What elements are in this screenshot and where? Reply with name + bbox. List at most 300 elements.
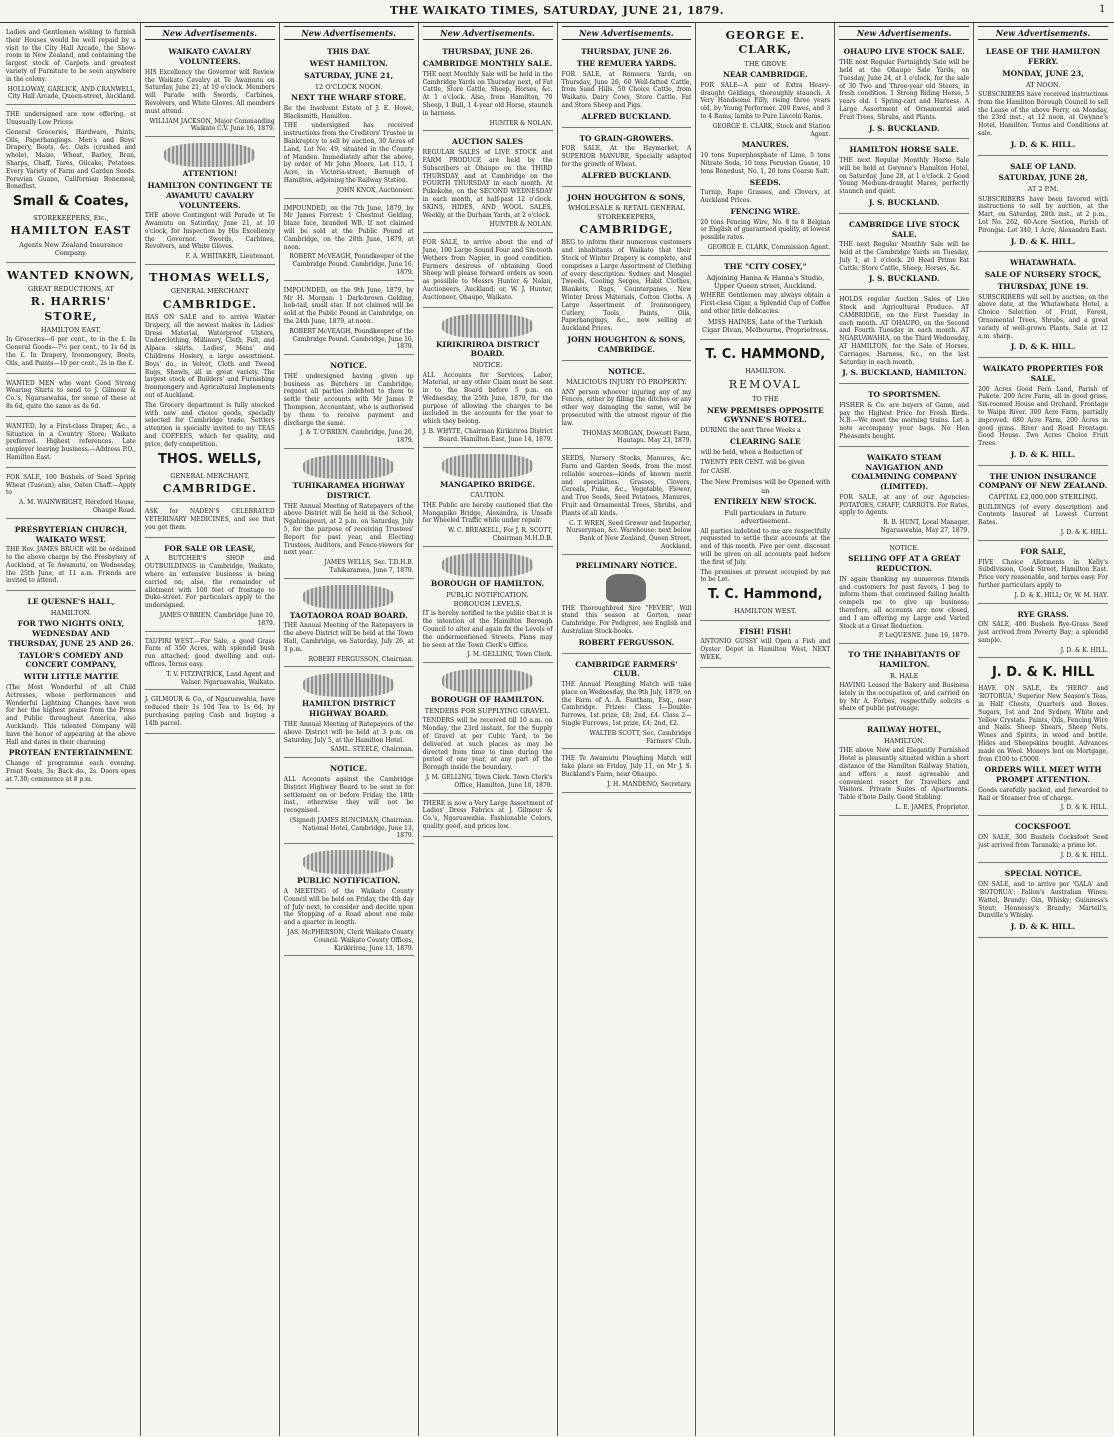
furniture-ad: [6, 25, 136, 105]
hamilton-highway-ad: [284, 669, 414, 758]
ferry-signature: J. D. & K. HILL.: [1010, 139, 1076, 149]
column-1: [2, 23, 140, 1436]
impound-signature-1: ROBERT McVEAGH, Poundkeeper of the Cambridge Pound. Cambridge, June 16, 1879.: [289, 253, 414, 276]
union-insurance-ad: [978, 468, 1108, 541]
yards-heading: THE REMUERA YARDS.: [576, 59, 677, 69]
clark-body: FOR SALE—A pair of Extra Heavy-draught Geldings, thoroughly staunch. A Very Handsome Filly, rising three years old, by Young Performer. 200 Ewes, and 3 to 4 Rams, lambs to Pure Lincoln Rams.: [700, 81, 831, 120]
tuhikaramea-heading: TUHIKARAMEA HIGHWAY DISTRICT.: [292, 481, 405, 500]
injury-body: ANY person whoever injuring any of my Fences, either by filling the ditches or any other way damaging the same, will be prosecuted with the utmost rigour of the law.: [561, 388, 692, 427]
wanted-draper-ad: [6, 419, 136, 468]
city-cosey-ad: [700, 258, 830, 340]
railway-body: THE above New and Elegantly Furnished Hotel is pleasantly situated within a short distance of the Hamilton Railway Station, and offers a most agreeable and convenient resort for Travellers and Visitors. Private Suites of Apartments. Table d'hote Daily. Good Stabling.: [839, 747, 970, 802]
hill-body: HAVE ON SALE, Ex 'HERO' and 'ROTORUA,' Superior New Season's Teas, in Half Chests, Quarters and Boxes. Sugars, 1st and 2nd Sydney, White and Yellow Crystals. Paints, Oils, Fencing Wire and Nails. Sheep Shears, Sheep Nets. Wines and Spirits, in wood and bottle. Hides and Sheepskins bought. Advances made on Wool. Moneys lent on Mortgage, from £100 to £5000.: [978, 685, 1108, 763]
hammond-place: HAMILTON.: [745, 366, 786, 375]
rye-grass-ad: [978, 606, 1108, 659]
harris-place: HAMILTON EAST.: [40, 325, 101, 334]
fish-body: ANTONIO GUSSY will Open a Fish and Oyster Depot in Hamilton West, NEXT WEEK.: [700, 638, 831, 661]
injury-notice: NOTICE.: [608, 366, 645, 376]
new-stock: ENTIRELY NEW STOCK.: [714, 497, 817, 507]
ohaupo-signature: J. S. BUCKLAND.: [868, 123, 940, 133]
properties-ad: [978, 360, 1108, 466]
ferry-body: SUBSCRIBERS have received instructions from the Hamilton Borough Council to sell the Lease of the above Ferry, on Monday, the 23rd inst., at 12 noon, at Gwynne's Hotel, Hamilton. Terms and Conditions at sale.: [978, 91, 1108, 138]
rye-heading: RYE GRASS.: [1017, 609, 1069, 619]
column-heading: New Advertisements.: [839, 26, 969, 40]
union-body: BUILDINGS (of every description) and Contents Insured at Lowest Current Rates.: [978, 503, 1108, 527]
taotaoroa-heading: TAOTAOROA ROAD BOARD.: [289, 610, 408, 620]
county-council-ad: [284, 846, 414, 956]
butcher-lease-ad: [145, 540, 275, 632]
notice-body: THE undersigned having given up business as Butchers in Cambridge, request all parties indebted to them to settle their accounts with Mr James P. Thompson, Accountant, who is authorised by them to receive payment and discharge the same.: [283, 372, 414, 427]
mangapiko-ad: [423, 450, 553, 547]
cambridge-sale-signature: J. S. BUCKLAND.: [868, 274, 940, 284]
offer-text: THE undersigned are now offering, at Unusually Low Prices:: [6, 111, 136, 126]
cambridge-stock-sale-ad: [839, 216, 969, 290]
crest-engraving: [303, 673, 394, 697]
wethers-body: FOR SALE, to arrive about the end of June, 100 Large Sound Four and Six-tooth Wethers from Napier, in good condition. Farmers desirous of obtaining Good Sheep will please forward orders as soon as possible to Messrs Hunter & Nolan, Auctioneers, Auckland; or, W. J. Hunter, Auctioneer, Ohaupo, Waikato.: [422, 239, 553, 301]
whatawhata-date: THURSDAY, JUNE 19.: [997, 281, 1089, 291]
steam-body: FOR SALE, at any of our Agencies: POTATOES, CHAFF, CARROTS. For Rates, apply to Agents.: [839, 493, 970, 517]
malicious-injury-ad: [562, 363, 692, 450]
naden-body: ASK for NADEN'S CELEBRATED VETERINARY MEDICINES, and see that you get them.: [144, 508, 275, 531]
column-6: [695, 23, 834, 1436]
whatawhata-heading: WHATAWHATA.: [1010, 258, 1077, 268]
cavalry-body: HIS Excellency the Governor will Review the Waikato Cavalry at Te Awamutu on Saturday, June 21, at 10 o'clock. Members will Parade with Swords, Carbines, Revolvers, and White Gloves. All members must attend.: [144, 68, 275, 115]
borough-gravel-ad: [423, 665, 553, 793]
hill-teas-ad: [978, 660, 1108, 816]
cocksfoot-signature: J. D. & K. HILL.: [1060, 851, 1108, 859]
cosey-sub: Adjoining Hanna & Hanna's Studio, Upper Queen street, Auckland.: [706, 273, 825, 290]
taupiri-ad: [145, 634, 275, 691]
tuhikaramea-signature: JAMES WELLS, Sec. T.D.H.B. Tuhikaramea, June 7, 1879.: [324, 559, 414, 574]
wethers-ad: [423, 235, 553, 307]
hamilton-highway-signature: SAML. STEELE, Chairman.: [330, 746, 414, 754]
column-2: [140, 23, 279, 1436]
knox-auction-ad: [284, 43, 414, 198]
hale-bakery-ad: [839, 646, 969, 719]
sale-date: THURSDAY, JUNE 26.: [442, 47, 533, 57]
wanted-men-ad: [6, 376, 136, 417]
wells-sub: GENERAL MERCHANT: [170, 287, 249, 296]
railway-signature: L. E. JAMES, Proprietor.: [895, 804, 970, 812]
buckland-ad: [839, 292, 969, 384]
crest-engraving: [303, 585, 394, 609]
borough2-heading: BOROUGH OF HAMILTON.: [430, 695, 545, 705]
manures-body: 10 tons Superphosphate of Lime, 5 tons Nitrate Soda, 10 tons Peruvian Guano, 10 tons Bonedust, No. 1, 20 tons Coarse Salt.: [700, 152, 831, 175]
properties-heading: WAIKATO PROPERTIES FOR SALE.: [982, 364, 1104, 383]
hammond2-heading: T. C. Hammond,: [708, 587, 823, 603]
ohaupo-heading: OHAUPO LIVE STOCK SALE.: [843, 47, 965, 57]
attention-heading: ATTENTION!: [182, 169, 238, 179]
mangapiko-heading: MANGAPIKO BRIDGE.: [439, 479, 536, 489]
ploughing-match-ad: [562, 751, 692, 792]
taotaoroa-body: THE Annual Meeting of the Ratepayers in the above District will be held at the Town Hall, Cambridge, on Saturday, July 26, at 3 p.m.: [283, 622, 414, 653]
special-signature: J. D. & K. HILL.: [1010, 922, 1076, 932]
seed-wheat-body: FOR SALE, 100 Bushels of Seed Spring Wheat (Tuscan); also, Oaten Chaff.—Apply to: [6, 473, 136, 497]
full-particulars: Full particulars in future advertisement.: [724, 508, 807, 526]
selling-heading: SELLING OFF AT A GREAT REDUCTION.: [848, 554, 961, 574]
auction-store: NEXT THE WHARF STORE.: [291, 93, 407, 103]
tuhikaramea-body: THE Annual Meeting of Ratepayers of the above District will be held in the School, Ngahinapouri, at 2 p.m. on Saturday, July 5, for the purpose of receiving Trustees' Report for past year, and Electing Trustees, Auditors, and Fence-viewers for next year.: [283, 502, 414, 557]
special-heading: SPECIAL NOTICE.: [1004, 869, 1082, 879]
cocksfoot-heading: COCKSFOOT.: [1015, 822, 1072, 832]
rye-signature: J. D. & K. HILL.: [1060, 646, 1108, 654]
remuera-yards-ad: [562, 43, 692, 127]
cocksfoot-ad: [978, 818, 1108, 863]
sportsmen-body: FISHER & Co. are buyers of Game, and pay the Highest Price for Fresh Birds. N.B.—We meet the morning trains. Let a note accompany your bags. No Hen Pheasants bought.: [839, 401, 970, 441]
borough-levels-ad: [423, 549, 553, 663]
selling-notice: NOTICE.: [889, 543, 920, 552]
impound-body-2: IMPOUNDED, on the 9th June, 1879, by Mr H. Morgan: 1 Dark-brown Gelding, hob-tail, small star. If not claimed will be sold at the Public Pound at Cambridge, on the 24th June, 1879, at noon.: [283, 286, 414, 325]
clark-place: NEAR CAMBRIDGE.: [722, 70, 808, 80]
horse-sale-signature: J. S. BUCKLAND.: [868, 198, 940, 207]
furniture-ad-signature: HOLLOWAY, GARLICK, AND CRANWELL, City Hall Arcade, Queen-street, Auckland.: [7, 85, 136, 101]
cocksfoot-body: ON SALE, 300 Bushels Cocksfoot Seed just arrived from Taranaki; a prime lot.: [978, 833, 1108, 849]
crest-engraving: [442, 454, 533, 478]
houghton-place: CAMBRIDGE,: [579, 223, 674, 237]
borough-sub: PUBLIC NOTIFICATION.: [446, 590, 529, 599]
kirikiriroa-signature: J. B. WHYTE, Chairman Kirikiriroa District Board. Hamilton East, June 14, 1879.: [422, 428, 553, 443]
hamilton-highway-body: THE Annual Meeting of Ratepayers of the above District will be held at 3 p.m. on Saturday, July 5, at the Hamilton Hotel.: [283, 720, 414, 744]
sale-signature: HUNTER & NOLAN.: [489, 119, 553, 127]
land-sale-ad: [978, 158, 1108, 253]
whatawhata-sub: SALE OF NURSERY STOCK,: [984, 270, 1102, 280]
contingent-signature: F. A. WHITAKER, Lieutenant.: [185, 253, 275, 261]
orders-heading: ORDERS WILL MEET WITH PROMPT ATTENTION.: [984, 765, 1102, 785]
removal-to: TO THE: [752, 395, 779, 404]
manures-heading: MANURES.: [741, 140, 789, 150]
taotaoroa-ad: [284, 581, 414, 668]
auction-body: REGULAR SALES of LIVE STOCK and FARM PRODUCE are held by the Subscribers at Ohaupo on the THIRD THURSDAY, and at Cambridge on the FOURTH THURSDAY in each month. At Pukekohe, on the SECOND WEDNESDAY in each month, at half-past 12 o'clock. SKINS, HIDES, AND WOOL SALES, Weekly, at the Durham Yards, at 2 o'clock.: [422, 149, 553, 219]
hale-name: R. HALE: [889, 671, 919, 680]
auction-place: WEST HAMILTON.: [309, 59, 388, 69]
properties-body: 200 Acres Good Fern Land, Parish of Pukete. 200 Acre Farm, all in good grass, Six-roomed House and Orchard. Frontage to Waipa River. 300 Acre Farm, partially improved. 680 Acre Farm, 200 Acres in good grass. River and Road Frontage. Good House. Two Acres Choice Fruit Trees.: [978, 385, 1108, 448]
whatawhata-signature: J. D. & K. HILL.: [1010, 342, 1076, 352]
wanted-men-body: WANTED MEN who want Good Strong Wearing Shirts to send to J. Gilmour & Co.'s, Ngaruawahia, for some of these at 8s 6d, quite the same as 4s 6d.: [6, 379, 136, 410]
newspaper-title: THE WAIKATO TIMES, SATURDAY, JUNE 21, 1879.: [389, 4, 725, 17]
union-heading: THE UNION INSURANCE COMPANY OF NEW ZEALAND.: [978, 471, 1108, 491]
auction-sales-ad: [423, 133, 553, 233]
houghton-ad: [562, 189, 692, 361]
sportsmen-ad: [839, 386, 969, 447]
column-3: [279, 23, 418, 1436]
seeds-ad: [562, 451, 692, 555]
yards-date: THURSDAY, JUNE 26.: [581, 47, 672, 57]
sportsmen-heading: TO SPORTSMEN.: [867, 390, 941, 400]
preliminary-notice: PRELIMINARY NOTICE.: [575, 560, 678, 570]
cambridge-sale-body: THE next Regular Monthly Sale will be held at the Cambridge Yards on Tuesday, July 1, at 1 o'clock. 20 Head Prime Fat Cattle. Store Cattle, Sheep, Horses, &c.: [839, 241, 970, 272]
land-signature: J. D. & K. HILL.: [1010, 236, 1076, 246]
small-coates-ad: [6, 107, 136, 262]
impound-ad-1: [284, 201, 414, 281]
houghton-heading: JOHN HOUGHTON & SONS,: [567, 192, 686, 202]
contingent-body: THE above Contingent will Parade at Te Awamutu on Saturday, June 21, at 10 o'clock, for Inspection by His Excellency the Governor. Swords, Carbines, Revolvers, and White Gloves.: [144, 212, 275, 251]
clark-ad: [700, 25, 830, 256]
kirikiriroa-heading: KIRIKIRIROA DISTRICT BOARD.: [436, 339, 540, 359]
tuhikaramea-ad: [284, 451, 414, 579]
page-number: 1: [1099, 4, 1106, 15]
wells-place: CAMBRIDGE.: [162, 297, 257, 311]
firm-place: HAMILTON EAST: [10, 224, 132, 238]
seeds-body: SEEDS, Nursery Stocks, Manures, &c. Farm and Garden Seeds, from the most reliable sources—kinds of known merit and specialities. Grasses, Clovers, Cereals, Pulse, &c., Vegetable, Flower, and Tree Seeds, Seed Potatoes, Manures, Fruit and Ornamental Trees, Shrubs, and Plants of all kinds.: [561, 455, 692, 517]
club-signature: WALTER SCOTT, Sec. Cambridge Farmers' Club.: [589, 729, 692, 745]
auction-signature: HUNTER & NOLAN.: [489, 221, 553, 229]
hall-company: TAYLOR'S COMEDY AND CONCERT COMPANY,: [18, 650, 124, 670]
auction-time: 12 O'CLOCK NOON.: [314, 82, 383, 91]
whatawhata-body: SUBSCRIBERS will sell by auction, on the above date, at the Whatawhata Hotel, a Choice Selection of Fruit, Forest, Ornamental Trees, Shrubs, and a great variety of well-grown Plants. Sale at 12 a.m. sharp.: [978, 293, 1108, 340]
cosey-signature: MISS HAINES, Late of the Turkish Cigar Divan, Melbourne, Proprietress.: [702, 317, 829, 335]
clark-signature: GEORGE E. CLARK, Stock and Station Agent.: [712, 122, 831, 138]
ohaupo-body: THE next Regular Fortnightly Sale will be held at the Ohaupo Sale Yards, on Tuesday, June 24, at 1 o'clock, for the sale of 30 Two and Three-year old Steers, in fresh condition. 1 Strong Riding Horse, 5 years old. 1 Spring-cart and Harness. A Large Assortment of Ornamental and Fruit Trees, Shrubs, and Plants.: [839, 59, 970, 121]
cambridge-monthly-sale-ad: [423, 43, 553, 131]
steam-heading: WAIKATO STEAM NAVIGATION AND COALMINING COMPANY (LIMITED).: [851, 452, 957, 492]
hall-prices: Change of programme each evening. Front Seats, 3s; Back do., 2s. Doors open at 7.30; commence at 8 p.m.: [6, 760, 136, 783]
land-date: SATURDAY, JUNE 28,: [998, 173, 1088, 183]
seed-wheat-ad: [6, 470, 136, 519]
church-ad: [6, 521, 136, 591]
allotments-ad: [978, 543, 1108, 604]
column-heading: New Advertisements.: [562, 26, 692, 40]
fever-body: THE Thoroughbred Sire "FEVER", Will stand this season at Gorton, near Cambridge. For Pedigree, see English and Australian Stock-books.: [561, 604, 692, 635]
borough-heading: BOROUGH OF HAMILTON.: [430, 578, 545, 588]
sale-heading: CAMBRIDGE MONTHLY SALE.: [422, 59, 553, 69]
column-heading: New Advertisements.: [284, 26, 414, 40]
horse-engraving: [606, 574, 646, 602]
borough2-body: TENDERS will be received till 10 a.m. on Monday, the 23rd instant, for the Supply of Gravel at per Cubic Yard, to be delivered at such places as may be directed from time to time during the period of one year, at any part of the Borough inside the boundary.: [422, 717, 553, 772]
notice-heading: NOTICE.: [330, 361, 368, 371]
club-heading: CAMBRIDGE FARMERS' CLUB.: [575, 659, 678, 679]
gilmour-fabrics-ad: [423, 796, 553, 837]
gilmour-tea-ad: [145, 692, 275, 733]
borough-signature: J. M. GELLING, Town Clerk.: [467, 651, 553, 659]
thomas-wells-ad: [145, 267, 275, 502]
allotments-signature: J. D. & K. HILL; Or, W. M. HAY.: [1014, 591, 1108, 599]
wells-heading: THOMAS WELLS,: [149, 271, 271, 285]
this-day: THIS DAY.: [327, 47, 371, 57]
during-text: DURING the next Three Weeks a: [700, 427, 801, 435]
railway-heading: RAILWAY HOTEL,: [866, 725, 942, 735]
yards-signature: ALFRED BUCKLAND.: [581, 111, 672, 121]
land-heading: SALE OF LAND.: [1010, 161, 1077, 171]
page-columns: [0, 23, 1114, 1436]
clark-heading: GEORGE E. CLARK,: [725, 29, 805, 57]
firm-name: Small & Coates,: [12, 194, 129, 210]
properties-signature: J. D. & K. HILL.: [1010, 449, 1076, 459]
houghton-signature: JOHN HOUGHTON & SONS, CAMBRIDGE.: [567, 335, 686, 354]
special-notice-ad: [978, 865, 1108, 937]
borough-sub2: BOROUGH LEVELS.: [453, 600, 522, 609]
obrien-notice-ad: [284, 357, 414, 449]
hammond-ad: [700, 342, 830, 621]
ploughing-signature: J. H. MANDENO, Secretary.: [607, 780, 692, 788]
land-body: SUBSCRIBERS have been favored with instructions to sell by auction, at the Mart, on Saturday, 28th inst., at 2 p.m., Lot No. 262, 60-Acre Section, Parish of Pirongia. Lot 340, 1 Acre, Alexandra East.: [978, 195, 1108, 234]
harris-store-name: R. HARRIS' STORE,: [30, 295, 112, 323]
cosey-body: WHERE Gentlemen may always obtain a First-class Cigar, a Splendid Cup of Coffee and other little delicacies.: [700, 292, 831, 315]
land-time: AT 2 P.M.: [1027, 185, 1059, 194]
estate-title: Re the Insolvent Estate of J. E. Howe, Blacksmith, Hamilton.: [283, 104, 414, 120]
kirikiriroa-notice: NOTICE.: [472, 361, 503, 370]
estate-signature: JOHN KNOX, Auctioneer.: [336, 186, 414, 194]
clearing-body: will be held, when a Reduction of: [700, 448, 802, 456]
ferry-heading: LEASE OF THE HAMILTON FERRY.: [985, 47, 1101, 67]
hill-big-heading: J. D. & K. HILL: [991, 665, 1095, 681]
kirikiriroa-body: ALL Accounts for Services, Labor, Material, or any other Claim must be sent in to the Board before 5 p.m. on Wednesday, the 25th June, 1879, for the purpose of allowing the charges to be included in the accounts for the year to which they belong.: [422, 371, 553, 426]
crest-engraving: [442, 553, 533, 577]
column-5: [557, 23, 696, 1436]
harris-store-ad: [6, 265, 136, 374]
orders-signature: J. D. & K. HILL.: [1060, 804, 1108, 812]
mangapiko-body: THE Public are hereby cautioned that the Mangapiko Bridge, Alexandra, is Unsafe for Wheeled Traffic while under repair.: [422, 501, 553, 525]
notice2-body: ALL Accounts against the Cambridge District Highway Board to be sent in for settlement on or before Friday, the 18th inst., otherwise they will not be recognised.: [283, 775, 414, 815]
impound-body-1: IMPOUNDED, on the 7th June, 1879, by Mr James Forrest: 1 Chestnut Gelding, blaze face, branded WB. If not claimed will be sold at the Public Pound at Cambridge, on the 28th June, 1879, at noon.: [283, 204, 414, 251]
opened-text: The New Premises will be Opened with an: [700, 478, 831, 495]
fish-heading: FISH! FISH!: [739, 626, 792, 636]
impound-signature-2: ROBERT McVEAGH, Poundkeeper of the Cambridge Pound. Cambridge, June 16, 1879.: [289, 327, 414, 351]
removal-heading: REMOVAL: [728, 378, 802, 391]
harris-body: In Groceries—6 per cent., to in the £. In General Goods—7½ per cent., to 1s 6d in the £. In Drapery, Ironmongery, Boots, Oils, and Paints—10 per cent., 2s in the £.: [6, 336, 136, 367]
hamilton-highway-heading: HAMILTON DISTRICT HIGHWAY BOARD.: [302, 699, 396, 719]
contingent-ad: [145, 139, 275, 265]
hall-heading: LE QUESNE'S HALL,: [27, 597, 115, 607]
mangapiko-signature: W. C. BREAKELL, For J. R. SCOTT, Chairman M.H.D.B.: [448, 527, 553, 543]
firm-sub: STOREKEEPERS, Etc.,: [33, 214, 109, 223]
inhabitants-heading: TO THE INHABITANTS OF HAMILTON.: [848, 650, 961, 669]
gilmour-tea-body: J. GILMOUR & Co., of Ngaruawahia, have reduced their 1s 10d Tea to 1s 6d, by purchasing paying Cash and buying a 14lb parcel.: [144, 696, 275, 727]
wire-body: 20 tons Fencing Wire, No. 8 to 8 Belgian or English of guaranteed quality, at lowest possible rates.: [700, 218, 831, 242]
hall-place: HAMILTON.: [50, 608, 92, 617]
borough-body: IT is hereby notified to the public that it is the intention of the Hamilton Borough Council to alter and again fix the Levels of the undermentioned Streets. Plans may be seen at the Town Clerk's Office.: [422, 610, 553, 649]
naden-ad: [145, 504, 275, 537]
wire-heading: FENCING WIRE.: [730, 206, 801, 216]
whatawhata-ad: [978, 254, 1108, 358]
steam-signature: R. B. HUNT, Local Manager. Ngaruawahia, May 27, 1879.: [880, 519, 970, 535]
rye-body: ON SALE, 400 Bushels Rye-Grass Seed just arrived from Poverty Bay; a splendid sample.: [978, 621, 1108, 644]
railway-place: HAMILTON.: [884, 737, 925, 746]
injury-heading: MALICIOUS INJURY TO PROPERTY.: [566, 378, 687, 387]
cambridge-highway-ad: [284, 760, 414, 844]
hall-ad: [6, 593, 136, 789]
public-notification-heading: PUBLIC NOTIFICATION.: [297, 876, 401, 886]
horse-sale-body: THE next Regular Monthly Horse Sale will be held at Gwynne's Hamilton Hotel, on Saturday, June 28, at 1 o'clock. 2 Good Young Medium-draught Mares, perfectly staunch and quiet.: [839, 157, 970, 196]
grain-heading: TO GRAIN-GROWERS.: [579, 133, 674, 143]
wells-body: HAS ON SALE and to arrive Winter Drapery, all the newest makes in Ladies' Dress Material, Waterproof Ulsters, Underclothing, Millinery, Cloth, Felt, and Alpaca skirts. Ladies', Mens' and Childrens Hosiery, a large assortment. Boys' do., in Velvet, Cloth and Tweed Rugs, Shawls, all in great variety. The largest stock of Builders' and Furnishing Ironmongery and Agricultural Implements out of Auckland.: [144, 314, 275, 400]
clark-sub: THE GROVE: [744, 59, 787, 68]
sale-body: THE next Monthly Sale will be held in the Cambridge Yards on Thursday next, of Fat Cattle, Store Cattle, Sheep, Horses, &c. At 1 o'clock. Also, from Hamilton, 70 Sheep, 1 Bull, 1 4-year old Horse, staunch in harness.: [422, 70, 553, 117]
clearing-sale: CLEARING SALE: [730, 437, 801, 447]
seeds-body: Turnip, Rape Grasses, and Clovers, at Auckland Prices.: [700, 189, 831, 205]
public-notification-body: A MEETING of the Waikato County Council will be held on Friday, the 4th day of July next, to consider and decide upon the Stopping of a Road about one mile and a quarter in length.: [283, 888, 414, 927]
column-heading: New Advertisements.: [978, 26, 1108, 40]
notice2-heading: NOTICE.: [330, 764, 368, 774]
club-body: THE Annual Ploughing Match will take place on Wednesday, the 9th July, 1879, on the Farm of A. A. Fantham, Esq., near Cambridge. Prizes: Class I—Double-furrows, 1st prize, £8; 2nd, £4. Class 2—Single Furrows, 1st prize, £4; 2nd, £2.: [561, 681, 692, 727]
buckland-body: HOLDS regular Auction Sales of Live Stock and Agricultural Produce. AT CAMBRIDGE, on the First Tuesday in each month. AT OHAUPO, on the Second and Fourth Tuesday in each month. AT NGARUAWAHIA, on the Third Wednesday. AT HAMILTON, for the Sale of Horses, Carriages, Harness, &c., on the last Saturday in each month.: [839, 296, 970, 366]
hall-with: WITH LITTLE MATTIE: [23, 672, 119, 682]
buckland-signature: J. S. BUCKLAND, HAMILTON.: [842, 368, 967, 378]
column-8: [973, 23, 1112, 1436]
wells-grocery: The Grocery department is fully stocked with new and choice goods, specially selected for Cambridge trade. Settlers attention is specially invited to my TEAS and COFFEES, which for quality, and price, defy competition.: [144, 401, 275, 448]
borough2-signature: J. M. GELLING, Town Clerk. Town Clerk's Office, Hamilton, June 10, 1879.: [425, 774, 553, 789]
lease-heading: FOR SALE OR LEASE,: [164, 543, 256, 553]
lease-body: A BUTCHER'S SHOP and OUTBUILDINGS in Cambridge, Waikato, where an extensive business is being carried on; also, the remainder of allotment with 100 feet of frontage to Duke-street. For particulars apply to the undersigned.: [144, 555, 275, 610]
yards-body: FOR SALE, at Remuera Yards, on Thursday, June 26, 60 Well-fatted Cattle, from Sand Hills. 50 Choice Cattle, from Waikato. Dairy Cows, Store Cattle. Fat and Store Sheep and Pigs.: [561, 70, 692, 110]
indebted-text: All parties indebted to me are respectfully requested to settle their accounts at the end of this month. Five per cent. discount will be given on all accounts paid before the first of July.: [700, 527, 831, 566]
column-heading: New Advertisements.: [145, 26, 275, 40]
church-heading: PRESBYTERIAN CHURCH, WAIKATO WEST.: [14, 524, 128, 544]
injury-signature: THOMAS MORGAN, Dowcott Farm, Hautapu. May 23, 1879.: [582, 429, 692, 445]
allotments-body: FIVE Choice Allotments in Kelly's Subdivision, Cook Street, Hamilton East. Price very reasonable, and terms easy. For further particulars apply to: [978, 558, 1108, 589]
masthead: [0, 0, 1114, 23]
farmers-club-ad: [562, 656, 692, 750]
houghton-body: BEG to inform their numerous customers and inhabitants of Waikato that their Stock of Winter Drapery is complete, and comprises a Large Assortment of Clothing of every description: Sydney and Mosgiel Tweeds, Cooling Serges, Habit Clothes, Blankets, Rugs, Counterpanes, New Winter Dress Materials, Cotton Cloths. A Large Assortment of Ironmongery, Cutlery, Tools, Paints, Oils, Paperhangings, &c., now selling at Auckland Prices.: [561, 239, 692, 333]
column-4: [418, 23, 557, 1436]
union-signature: J. D. & K. HILL.: [1060, 529, 1108, 537]
cambridge-sale-heading: CAMBRIDGE LIVE STOCK SALE.: [849, 219, 960, 239]
crest-engraving: [442, 669, 533, 693]
premises-text: The premises at present occupied by me to be Let.: [700, 568, 831, 584]
wells2-place: CAMBRIDGE.: [162, 481, 257, 495]
selling-off-ad: [839, 541, 969, 644]
steam-navigation-ad: [839, 449, 969, 539]
houghton-sub: WHOLESALE & RETAIL GENERAL STOREKEEPERS,: [568, 204, 685, 221]
fever-ad: [562, 557, 692, 654]
cavalry-signature: WILLIAM JACKSON, Major Commanding Waikato C.V. June 16, 1879.: [149, 117, 275, 133]
orders-body: Goods carefully packed, and forwarded to Rail or Steamer free of charge.: [978, 786, 1108, 802]
ohaupo-sale-ad: [839, 43, 969, 139]
kirikiriroa-ad: [423, 310, 553, 448]
column-7: [834, 23, 973, 1436]
crest-engraving: [442, 314, 533, 338]
taupiri-body: TAUPIRI WEST.—For Sale, a good Grass Farm of 350 Acres, with splendid bush run attached; good dwelling and out-offices. Terms easy.: [144, 637, 275, 668]
for-cash: for CASH.: [700, 468, 732, 476]
church-body: THE Rev. JAMES BRUCE will be ordained to the above charge by the Presbytery of Auckland, at Te Awamutu, on Wednesday, the 25th June, at 11 a.m. Friends are invited to attend.: [6, 546, 136, 585]
railway-hotel-ad: [839, 721, 969, 816]
grain-growers-ad: [562, 130, 692, 187]
selling-body: IN again thanking my numerous friends and customers for past favors, I beg to inform them that continued failing health compels me to give up business; therefore, all accounts are now closed, and I am offering my Large and Varied Stock at a Great Reduction.: [839, 575, 970, 630]
fever-signature: ROBERT FERGUSSON.: [578, 637, 675, 647]
cavalry-ad: [145, 43, 275, 137]
ferry-time: AT NOON.: [1025, 80, 1061, 89]
furniture-ad-body: Ladies and Gentlemen wishing to furnish their Houses would be well repaid by a visit to the City Hall Arcade, the Show-room in New Zealand, and containing the largest stock of Carpets and greatest variety of Furniture to be seen anywhere in the colony.: [6, 29, 136, 83]
hall-nights: FOR TWO NIGHTS ONLY, WEDNESDAY AND THURSDAY, JUNE 25 AND 26.: [8, 619, 134, 648]
seeds-heading: SEEDS.: [749, 177, 781, 187]
notice-signature: J. & T. O'BRIEN. Cambridge, June 20, 1879.: [300, 429, 414, 445]
horse-sale-heading: HAMILTON HORSE SALE.: [849, 145, 959, 155]
cosey-heading: THE "CITY COSEY,": [724, 261, 807, 271]
seed-wheat-signature: A. M. WAINWRIGHT, Hereford House, Ohaupo Road.: [19, 499, 136, 514]
impound-ad-2: [284, 283, 414, 355]
removal-premises: NEW PREMISES OPPOSITE GWYNNE'S HOTEL.: [706, 405, 824, 425]
auction-heading: AUCTION SALES: [452, 137, 524, 147]
wells2-heading: THOS. WELLS,: [157, 451, 262, 467]
hamilton-horse-sale-ad: [839, 141, 969, 213]
grain-signature: ALFRED BUCKLAND.: [581, 170, 672, 180]
grain-body: FOR SALE, At the Haymarket, A SUPERIOR MANURE, Specially adapted for the growth of Wheat.: [561, 145, 692, 168]
wanted-sub: GREAT REDUCTIONS, AT: [28, 284, 114, 293]
special-body: ON SALE, and to arrive per 'GALA' and 'ROTORUA': Fallon's Australian Wines; Wattel, Brandy; Gin, Whisky; Guinness's Stout; Hennessy's Brandy; Martell's, Dunville's Whisky.: [978, 881, 1108, 920]
taupiri-signature: T. V. FITZPATRICK, Land Agent and Valuer. Ngaruawahia, Waikato.: [166, 670, 275, 686]
wells2-sub: GENERAL MERCHANT,: [170, 471, 250, 480]
notice2-signature: (Signed) JAMES RUNCIMAN, Chairman. National Hotel, Cambridge, June 13, 1879.: [289, 816, 414, 840]
hale-body: HAVING Leased the Bakery and Business lately in the occupation of, and carried on by Mr A. Forbes, respectfully solicits a share of public patronage.: [839, 682, 970, 713]
ferry-lease-ad: [978, 43, 1108, 155]
public-notification-signature: JAS. McPHERSON, Clerk Waikato County Council. Waikato County Offices, Kirikiriroa, June 13, 1879.: [287, 929, 414, 952]
estate-body: THE undersigned has received instructions from the Creditors' Trustee in Bankruptcy to sell by auction, 30 Acres of Land, Lot No. 49, situated in the County of Manden. Immediately after the above, by order of Mr John Moore, Lot 115, 1 Acre, in Victoria-street, Borough of Hamilton, adjoining the Railway Station.: [283, 122, 414, 184]
union-capital: CAPITAL £2,000,000 STERLING.: [988, 493, 1098, 502]
hammond-heading: T. C. HAMMOND,: [705, 346, 826, 362]
selling-signature: P. LeQUESNE. June 16, 1879.: [878, 632, 970, 640]
firm-agents: Agents New Zealand Insurance Company.: [19, 240, 123, 258]
offer-items: General Groceries, Hardware, Paints, Oils, Paperhangings. Men's and Boys' Drapery, Boots, &c. Oats (crushed and whole), Maize, Wheat, Barley, Bran, Sharps, Chaff, Tares, Oilcake, Potatoes. Every Variety of Farm and Garden Seeds. Peruvian Guano, Californian Bonemeal, Bonedust.: [6, 128, 136, 191]
hall-body: (The Most Wonderful of all Child Actresses, whose performances and Wonderful Lightning Changes have won for her the highest praise from the Press and Public throughout America, also Auckland). This talented Company will have the honor of appearing at the above Hall and dates in their charming: [6, 683, 136, 746]
